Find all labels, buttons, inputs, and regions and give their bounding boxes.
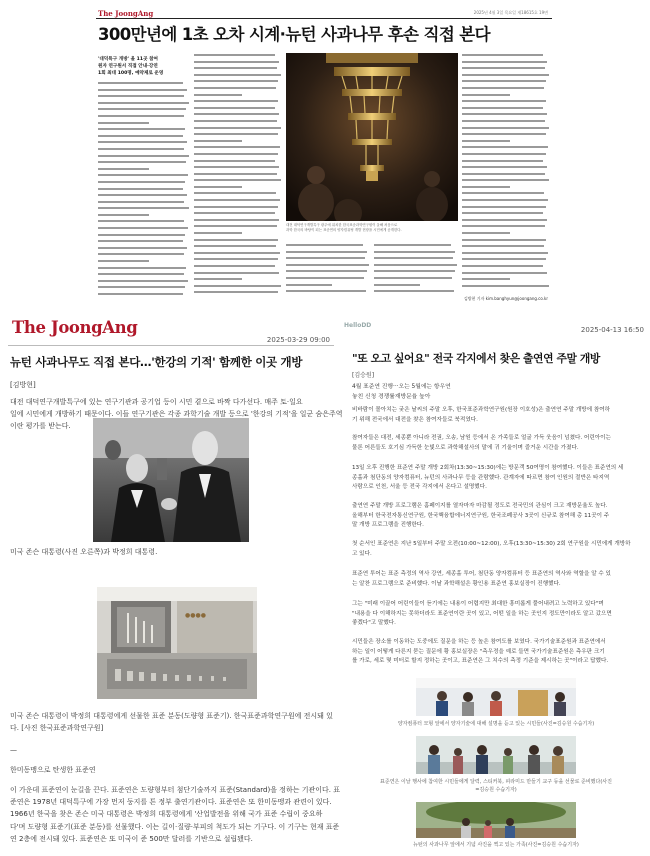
- text-line-texture: [194, 52, 282, 59]
- clipping-dateline: 2025년 4월 3일 목요일 제18615호 19면: [473, 10, 548, 15]
- text-line-texture: [98, 232, 190, 239]
- text-line-texture: [98, 192, 190, 199]
- text-line-texture: [98, 106, 190, 113]
- text-line-texture: [374, 262, 458, 269]
- text-line-texture: [194, 237, 282, 244]
- text-line-texture: [194, 125, 282, 132]
- text-line-texture: [98, 100, 190, 107]
- text-line-texture: [462, 243, 550, 250]
- text-line-texture: [462, 72, 550, 79]
- text-line-texture: [194, 171, 282, 178]
- text-line-texture: [194, 276, 282, 283]
- text-line-texture: [194, 177, 282, 184]
- text-line-texture: [194, 105, 282, 112]
- text-line-texture: [98, 271, 190, 278]
- text-line-texture: [462, 144, 550, 151]
- text-line-texture: [98, 87, 190, 94]
- chandelier-illustration: [286, 53, 458, 221]
- clipping-rule: [96, 18, 552, 19]
- text-line-texture: [462, 65, 550, 72]
- article2-lead: 4월 표준연 진행···오는 5월에는 항우연 놓친 신청 경쟁률재방문율 높아: [352, 384, 451, 400]
- text-line-texture: [194, 184, 282, 191]
- newspaper-clipping: [96, 6, 552, 304]
- gift-event-photo: [416, 736, 576, 774]
- deck-line: 원자 연구원서 직접 안내·강연: [98, 64, 158, 69]
- article2-reporter: [김승원]: [352, 372, 375, 379]
- hellodd-logo: HelloDD: [344, 322, 372, 329]
- article-title: 뉴턴 사과나무도 직접 본다…'한강의 기적' 함께한 이곳 개방: [10, 355, 303, 369]
- text-line-texture: [98, 93, 190, 100]
- article-intro: 대전 대덕연구개발특구에 있는 연구기관과 공기업 등이 시민 곁으로 바짝 다가선다. 매주 토·일요 일에 시민에게 개방하기 때문이다. 이들 연구기관은 각종 과학기술 개발 등으로 '한강의 기적'을 일군 숨은주역 이란 평가를 받는다.: [10, 398, 343, 431]
- article2-paragraph: 시민들은 장소를 이동하는 도중에도 질문을 하는 등 높은 참여도를 보였다. 국가기술표준원과 표준연에서 하는 일이 어떻게 다른지 묻는 질문에 황 홍보실장은 "측우정을 예로 들면 국가기술표준원은 측우판 크기 를 가로, 세로 몇 미터로 할지 정하는 곳이고, 표준연은 그 치수의 측정 기준을 제시하는 곳"이라고 답했다.: [352, 639, 609, 665]
- deck-line: '대덕특구 개방' 올 11곳 참여: [98, 57, 158, 62]
- text-line-texture: [462, 125, 550, 132]
- text-line-texture: [98, 159, 190, 166]
- text-line-texture: [462, 230, 550, 237]
- text-line-texture: [194, 59, 282, 66]
- text-line-texture: [374, 288, 458, 295]
- text-line-texture: [462, 52, 550, 59]
- text-line-texture: [286, 249, 370, 256]
- text-line-texture: [462, 78, 550, 85]
- text-line-texture: [98, 265, 190, 272]
- weights-exhibit-photo: [97, 587, 257, 699]
- svg-text:●●●●: ●●●●: [185, 612, 206, 619]
- deck-line: 1회 최대 100명, 예약제로 운영: [98, 71, 164, 76]
- text-line-texture: [98, 212, 190, 219]
- article2-date: 2025-04-13 16:50: [580, 326, 644, 334]
- text-line-texture: [194, 256, 282, 263]
- text-line-texture: [98, 139, 190, 146]
- text-line-texture: [462, 283, 550, 290]
- text-line-texture: [462, 237, 550, 244]
- text-line-texture: [194, 65, 282, 72]
- text-line-texture: [194, 98, 282, 105]
- text-line-texture: [462, 164, 550, 171]
- text-line-texture: [194, 289, 282, 296]
- text-line-texture: [286, 275, 370, 282]
- section-heading: 한미동맹으로 탄생한 표준연: [10, 766, 96, 774]
- article2-paragraph: 참여자들은 대전, 세종뿐 아니라 전권, 오송, 남원 등에서 온 가족들로 얼굴 가득 웃음이 넘쳤다. 어린아이는 물론 어른들도 호기심 가득한 눈빛으로 과학해설사의 말에 귀 기울이며 즐거운 시간을 가졌다.: [352, 435, 611, 451]
- text-line-texture: [194, 223, 282, 230]
- photo1-caption: 미국 존슨 대통령(사진 오른쪽)과 박정희 대통령.: [10, 548, 158, 556]
- text-line-texture: [98, 199, 190, 206]
- text-line-texture: [462, 111, 550, 118]
- text-line-texture: [98, 126, 190, 133]
- text-line-texture: [194, 111, 282, 118]
- text-line-texture: [98, 133, 190, 140]
- text-line-texture: [462, 59, 550, 66]
- text-line-texture: [462, 105, 550, 112]
- clipping-column-5: [462, 52, 550, 292]
- text-line-texture: [462, 92, 550, 99]
- text-line-texture: [194, 72, 282, 79]
- text-line-texture: [194, 204, 282, 211]
- text-line-texture: [374, 268, 458, 275]
- text-line-texture: [194, 118, 282, 125]
- text-line-texture: [286, 242, 370, 249]
- article2-paragraph: 비바람이 몰아치는 궂은 날씨의 주말 오후, 한국표준과학연구원(원장 이호성)은 출연연 주말 개방에 참여하 기 위해 전국에서 대전을 찾은 참여자들로 북적였다.: [352, 407, 611, 423]
- text-line-texture: [194, 92, 282, 99]
- text-line-texture: [194, 85, 282, 92]
- text-line-texture: [98, 291, 190, 298]
- text-line-texture: [462, 217, 550, 224]
- clipping-column-4: [374, 242, 458, 300]
- quantum-model-photo: [416, 678, 576, 716]
- text-line-texture: [98, 113, 190, 120]
- text-line-texture: [286, 255, 370, 262]
- text-line-texture: [98, 258, 190, 265]
- text-line-texture: [462, 190, 550, 197]
- text-line-texture: [98, 172, 190, 179]
- text-line-texture: [462, 98, 550, 105]
- text-line-texture: [374, 275, 458, 282]
- photo-caption: 뉴턴의 사과나무 앞에서 기념 사진을 찍고 있는 가족(사진=김승원 수습기자): [413, 842, 579, 848]
- text-line-texture: [194, 210, 282, 217]
- text-line-texture: [194, 250, 282, 257]
- clipping-byline: 김방현 기자 kim.banghyun@joongang.co.kr: [463, 296, 548, 301]
- text-line-texture: [194, 217, 282, 224]
- text-line-texture: [98, 225, 190, 232]
- text-line-texture: [194, 138, 282, 145]
- text-line-texture: [98, 278, 190, 285]
- text-line-texture: [98, 80, 190, 87]
- article-joongang: [8, 318, 343, 854]
- text-line-texture: [98, 179, 190, 186]
- article2-paragraph: 표준연 투어는 표준 측정의 역사 강연, 세종홀 투어, 첨단동 양자컴퓨터 등 표준연의 역사와 역할을 알 수 있 는 알찬 프로그램으로 준비했다. 이날 과학해설은 황인용 표준연 홍보실장이 진행했다.: [352, 571, 611, 587]
- clipping-headline: 300만년에 1초 오차 시계·뉴턴 사과나무 후손 직접 본다: [98, 25, 490, 44]
- article2-paragraph: 출연연 주말 개방 프로그램은 홈페이지를 열자마자 마감될 정도로 전국민의 관심이 크고 재방문율도 높다. 올해부터 한국전자통신연구원, 한국핵융합에너지연구원, 한국조폐공사 3곳이 신규로 참여해 총 11곳이 주 말 개방 프로그램을 진행한다.: [352, 503, 610, 529]
- article-hellodd: [344, 318, 648, 854]
- text-line-texture: [462, 263, 550, 270]
- text-line-texture: [286, 282, 370, 289]
- text-line-texture: [462, 177, 550, 184]
- text-line-texture: [462, 184, 550, 191]
- article-reporter: [김방현]: [10, 381, 36, 389]
- photo-caption: 양자컴퓨터 모형 앞에서 양자기술에 대해 설명을 듣고 있는 시민들(사진=김승원 수습기자): [397, 721, 595, 727]
- text-line-texture: [194, 197, 282, 204]
- text-line-texture: [462, 276, 550, 283]
- clipping-photo-caption: 대전 대덕연구개발특구 광주에 위치한 한국표준과학연구원이 올해 처음으로 과학 한국의 바탕이 되는 표준연의 양자컴퓨팅 개발 현장을 시민에게 공개한다.: [286, 223, 402, 232]
- text-line-texture: [462, 158, 550, 165]
- text-line-texture: [462, 85, 550, 92]
- text-line-texture: [462, 138, 550, 145]
- clipping-masthead: The JoongAng: [98, 9, 154, 18]
- text-line-texture: [374, 249, 458, 256]
- text-line-texture: [194, 144, 282, 151]
- text-line-texture: [194, 263, 282, 270]
- text-line-texture: [98, 238, 190, 245]
- text-line-texture: [286, 268, 370, 275]
- text-line-texture: [286, 288, 370, 295]
- presidents-photo: [93, 418, 249, 542]
- clipping-column-3: [286, 242, 370, 300]
- text-line-texture: [194, 230, 282, 237]
- clipping-column-2: [194, 52, 282, 302]
- text-line-texture: [462, 223, 550, 230]
- text-line-texture: [194, 164, 282, 171]
- text-line-texture: [286, 262, 370, 269]
- article2-paragraph: 그는 "미래 이끌어 어린이들이 듣기에는 내용이 어렵지만 최대한 흥미롭게 풀어내려고 노력하고 있다"며 "내용을 다 이해하지는 못하더라도 표준연이란 곳이 있고, 어떤 일을 하는 곳인지 정도만이라도 알고 갔으면 좋겠다"고 말했다.: [352, 601, 612, 627]
- text-line-texture: [462, 197, 550, 204]
- text-line-texture: [98, 245, 190, 252]
- text-line-texture: [194, 131, 282, 138]
- text-line-texture: [462, 151, 550, 158]
- text-line-texture: [462, 270, 550, 277]
- text-line-texture: [98, 218, 190, 225]
- text-line-texture: [374, 242, 458, 249]
- joongang-logo: The JoongAng: [12, 318, 138, 337]
- quantum-computer-photo: [286, 53, 458, 221]
- article2-paragraph: 13일 오후 진행한 표준연 주말 개방 2회차(13:30~15:30)에는 방문객 50여명이 참여했다. 이들은 표준연의 세 종홀과 첨단동의 양자컴퓨터, 뉴턴의 사과나무 등을 관람했다. 관계자에 따르면 참여 인원의 절반은 타지역 사람으로 인천, 서울 등 전국 각지에서 온다고 설명했다.: [352, 465, 624, 491]
- text-line-texture: [98, 166, 190, 173]
- article-date: 2025-03-29 09:00: [266, 336, 330, 344]
- text-line-texture: [98, 251, 190, 258]
- text-line-texture: [98, 146, 190, 153]
- text-line-texture: [194, 190, 282, 197]
- text-line-texture: [194, 158, 282, 165]
- text-line-texture: [462, 131, 550, 138]
- text-line-texture: [462, 171, 550, 178]
- photo2-caption: 미국 존슨 대통령이 박정희 대통령에게 선물한 표준 분동(도량형 표준기). 한국표준과학연구원에 전시돼 있 다. [사진 한국표준과학연구원]: [10, 712, 333, 732]
- text-line-texture: [194, 78, 282, 85]
- text-line-texture: [462, 210, 550, 217]
- newton-apple-tree-photo: [416, 802, 576, 838]
- text-line-texture: [462, 256, 550, 263]
- text-line-texture: [98, 205, 190, 212]
- text-line-texture: [194, 243, 282, 250]
- section-body: 이 가운데 표준연이 눈길을 끈다. 표준연은 도량형부터 첨단기술까지 표준(Standard)을 정하는 기관이다. 표 준연은 1978년 대덕특구에 가장 먼저 둥지를 튼 정부 출연기관이다. 표준연은 또 한미동맹과 관련이 있다. 1966년 한국을 찾은 존슨 미국 대통령은 박정희 대통령에게 '산업발전을 위해 국가 표준 수립이 중요하 다'며 도량형 표준기(표준 분동)를 선물했다. 이는 길이·질량·부피의 척도가 되는 기구다. 이 기구는 현재 표준 연 2층에 전시돼 있다. 표준연은 또 미국이 준 500만 달러를 기반으로 설립됐다.: [10, 786, 340, 843]
- text-line-texture: [194, 283, 282, 290]
- clipping-deck: [98, 56, 190, 77]
- article2-title: "또 오고 싶어요" 전국 각지에서 찾은 출연연 주말 개방: [352, 352, 600, 365]
- text-line-texture: [98, 186, 190, 193]
- article2-paragraph: 첫 순서인 표준연은 지난 5일부터 주말 오전(10:00~12:00), 오후(13:30~15:30) 2회 연구원을 시민에게 개방하 고 있다.: [352, 541, 631, 557]
- text-line-texture: [374, 255, 458, 262]
- clipping-column-1: [98, 80, 190, 302]
- presidents-illustration: [93, 418, 249, 542]
- text-line-texture: [194, 151, 282, 158]
- text-line-texture: [462, 118, 550, 125]
- text-line-texture: [194, 270, 282, 277]
- photo-caption: 표준연은 이날 행사에 참여한 시민들에게 달력, 스티커북, 피라미드 만들기 교구 등을 선물로 준비했다(사진 =김승원 수습기자): [380, 779, 612, 793]
- text-line-texture: [98, 120, 190, 127]
- text-line-texture: [98, 153, 190, 160]
- text-line-texture: [462, 204, 550, 211]
- header-divider: [8, 345, 334, 346]
- text-line-texture: [98, 284, 190, 291]
- section-separator: —: [10, 746, 17, 754]
- text-line-texture: [462, 250, 550, 257]
- weights-exhibit-illustration: [97, 587, 257, 699]
- text-line-texture: [374, 282, 458, 289]
